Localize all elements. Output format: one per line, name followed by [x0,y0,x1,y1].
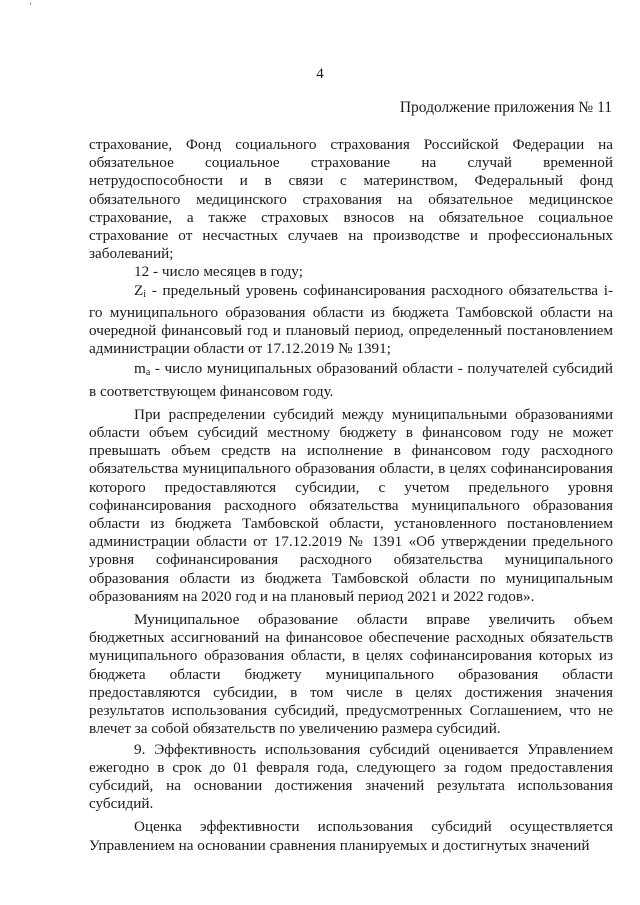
variable-m-subscript: a [145,367,151,379]
ma-definition-text: - число муниципальных образований области - получателей субсидий в соответствующем финансовом году. [89,360,613,400]
variable-z-subscript: i [143,288,147,300]
paragraph-months-definition: 12 - число месяцев в году; [134,263,303,281]
scan-mark [30,2,31,5]
paragraph-efficiency-assessment: Оценка эффективности использования субсидий осуществляется Управлением на основании сравнения планируемых и достигнутых значений [89,818,613,854]
variable-m: m [134,360,146,378]
paragraph-zi-definition [89,282,613,359]
zi-definition-text: - предельный уровень софинансирования расходного обязательства i-го муниципального образования области из бюджета Тамбовской области на очередной финансовый год и плановый период, определенный постановлением администрации области от 17.12.2019 № 1391; [89,281,613,358]
appendix-header: Продолжение приложения № 11 [399,99,612,116]
paragraph-insurance-continuation: страхование, Фонд социального страхования Российской Федерации на обязательное социальное страхование на случай временной нетрудоспособности и в связи с материнством, Федеральный фонд обязательного медицинского страхования на обязательное медицинское страхование, а также страховых взносов на обязательное социальное страхование от несчастных случаев на производстве и профессиональных заболеваний; [89,136,613,263]
variable-z: Z [134,281,144,299]
paragraph-ma-definition [89,360,613,400]
paragraph-distribution: При распределении субсидий между муниципальными образованиями области объем субсидий местному бюджету в финансовом году не может превышать объем средств на исполнение в финансовом году расходного обязательства муниципального образования области, в целях софинансирования которого предоставляются субсидии, с учетом предельного уровня софинансирования расходного обязательства муниципального образования области из бюджета Тамбовской области, установленного постановлением администрации области от 17.12.2019 № 1391 «Об утверждении предельного уровня софинансирования расходного обязательства муниципального образования области из бюджета Тамбовской области по муниципальным образованиям на 2020 год и на плановый период 2021 и 2022 годов». [89,405,613,605]
paragraph-item-9: 9. Эффективность использования субсидий оценивается Управлением ежегодно в срок до 01 февраля года, следующего за годом предоставления субсидий, на основании достижения значений результата использования субсидий. [89,740,613,813]
paragraph-municipal-increase: Муниципальное образование области вправе увеличить объем бюджетных ассигнований на финансовое обеспечение расходных обязательств муниципального образования области, в целях софинансирования которых из бюджета области бюджету муниципального образования области предоставляются субсидии, в том числе в целях достижения значения результатов использования субсидий, предусмотренных Соглашением, что не влечет за собой обязательств по увеличению размера субсидий. [89,611,613,738]
page-number: 4 [316,66,324,82]
document-body [89,136,613,855]
